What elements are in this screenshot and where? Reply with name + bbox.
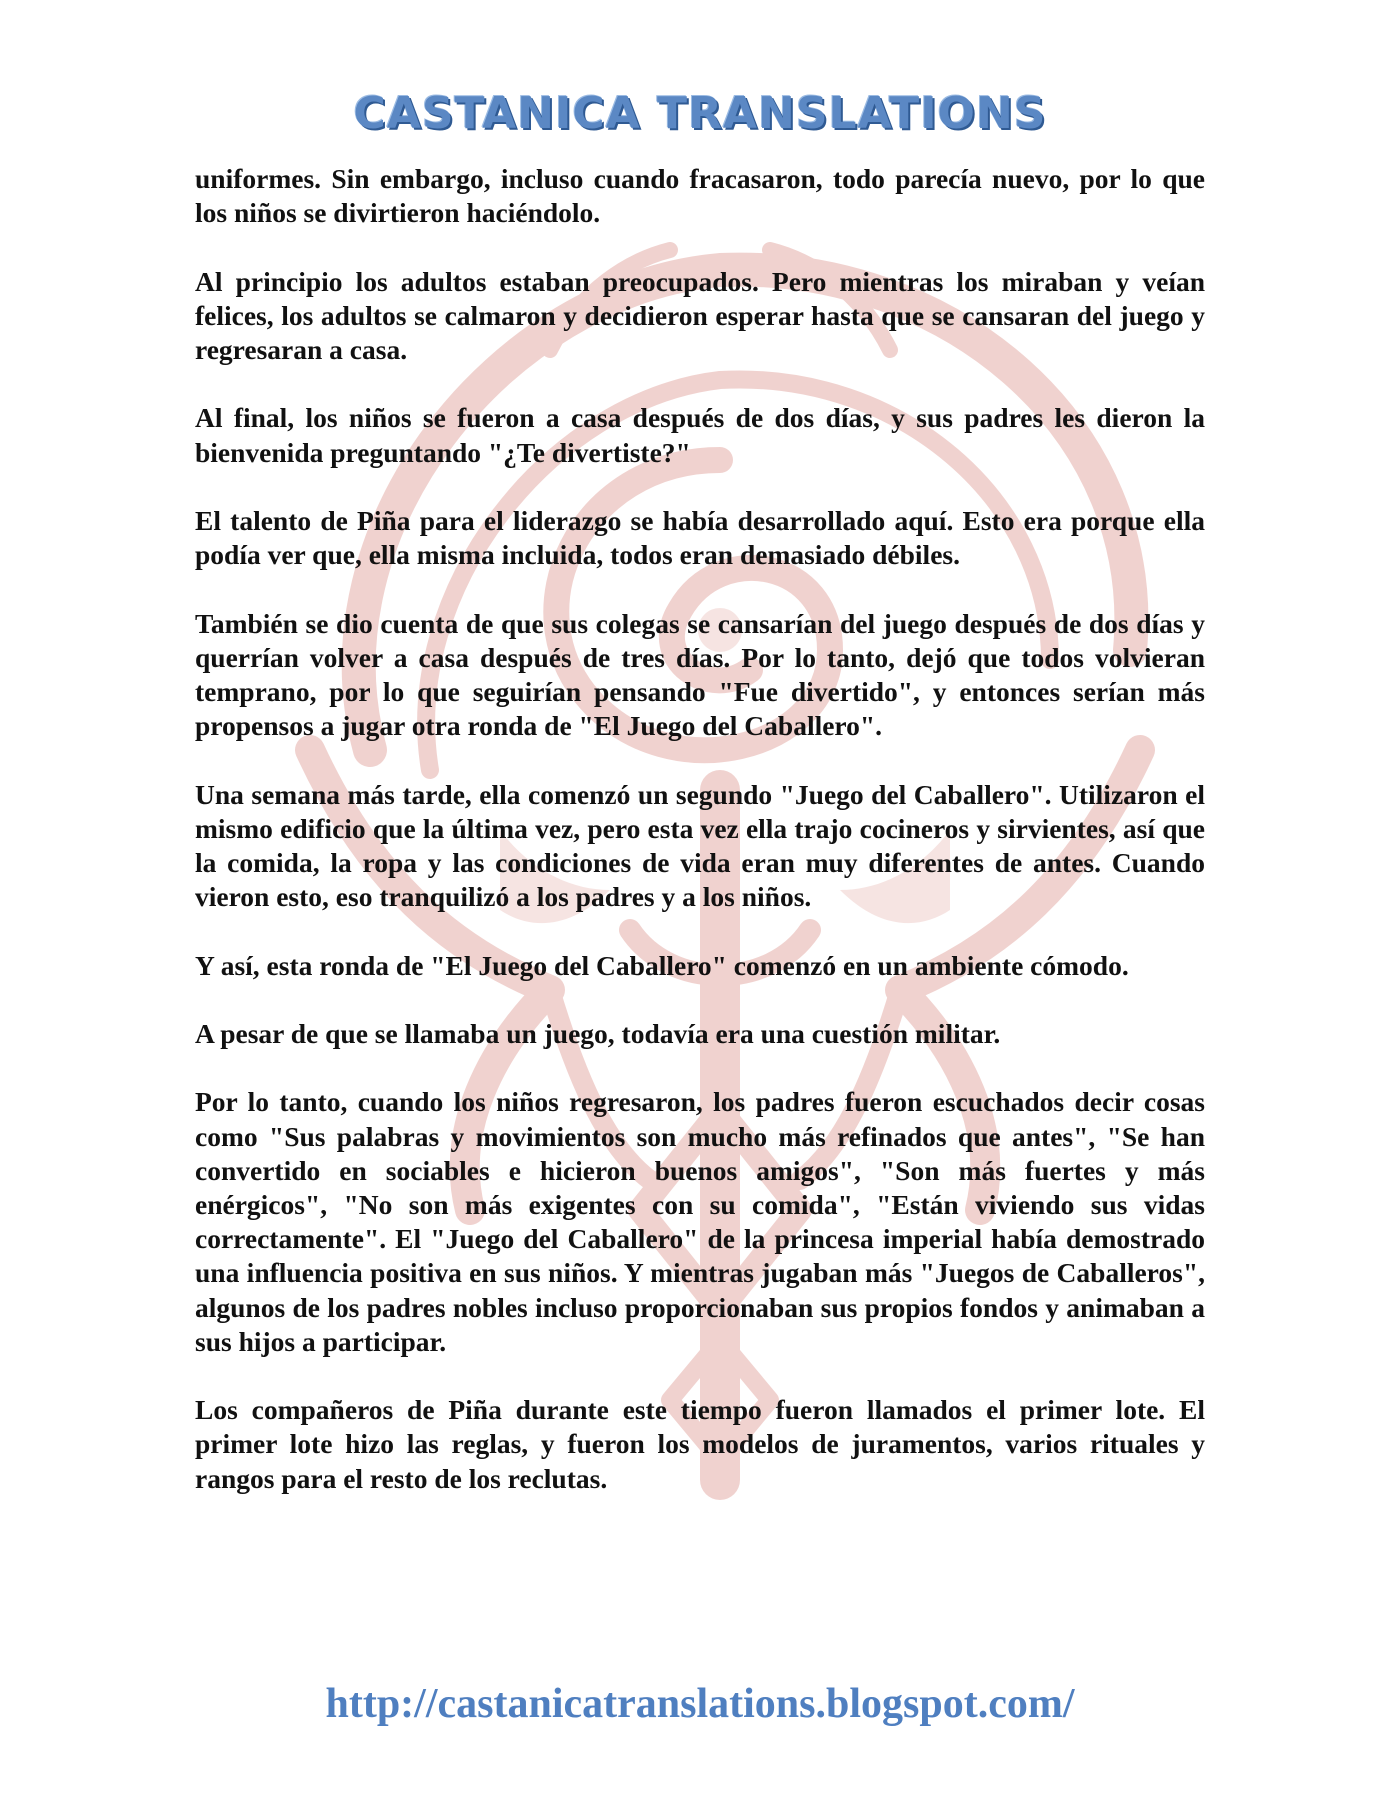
paragraph: uniformes. Sin embargo, incluso cuando fracasaron, todo parecía nuevo, por lo que los niños se divirtieron haciéndolo.	[195, 163, 1205, 229]
paragraph: Por lo tanto, cuando los niños regresaron, los padres fueron escuchados decir cosas como "Sus palabras y movimientos son mucho más refinados que antes", "Se han convertido en sociables e hicieron buenos amigos", "Son más fuertes y más enérgicos", "No son más exigentes con su comida", "Están viviendo sus vidas correctamente". El "Juego del Caballero" de la princesa imperial había demostrado una influencia positiva en sus niños. Y mientras jugaban más "Juegos de Caballeros", algunos de los padres nobles incluso proporcionaban sus propios fondos y animaban a sus hijos a participar.	[195, 1086, 1205, 1357]
paragraph: Al final, los niños se fueron a casa después de dos días, y sus padres les dieron la bienvenida preguntando "¿Te divertiste?"	[195, 402, 1205, 468]
paragraph: El talento de Piña para el liderazgo se había desarrollado aquí. Esto era porque ella podía ver que, ella misma incluida, todos eran demasiado débiles.	[195, 504, 1205, 571]
paragraph: Una semana más tarde, ella comenzó un segundo "Juego del Caballero". Utilizaron el mismo edificio que la última vez, pero esta vez ella trajo cocineros y sirvientes, así que la comida, la ropa y las condiciones de vida eran muy diferentes de antes. Cuando vieron esto, eso tranquilizó a los padres y a los niños.	[195, 778, 1205, 913]
paragraph: A pesar de que se llamaba un juego, todavía era una cuestión militar.	[195, 1017, 1001, 1049]
paragraph: Los compañeros de Piña durante este tiempo fueron llamados el primer lote. El primer lote hizo las reglas, y fueron los modelos de juramentos, varios rituales y rangos para el resto de los reclutas.	[195, 1394, 1205, 1494]
paragraph: Al principio los adultos estaban preocupados. Pero mientras los miraban y veían felices, los adultos se calmaron y decidieron esperar hasta que se cansaran del juego y regresaran a casa.	[195, 265, 1205, 365]
paragraph: Y así, esta ronda de "El Juego del Caballero" comenzó en un ambiente cómodo.	[195, 949, 1129, 981]
page-header-title: CASTANICA TRANSLATIONS	[353, 88, 1047, 139]
footer-blog-link[interactable]: http://castanicatranslations.blogspot.com/	[325, 1681, 1075, 1727]
paragraph: También se dio cuenta de que sus colegas se cansarían del juego después de dos días y querrían volver a casa después de tres días. Por lo tanto, dejó que todos volvieran temprano, por lo que seguirían pensando "Fue divertido", y entonces serían más propensos a jugar otra ronda de "El Juego del Caballero".	[195, 607, 1205, 742]
document-body	[195, 162, 1205, 1530]
